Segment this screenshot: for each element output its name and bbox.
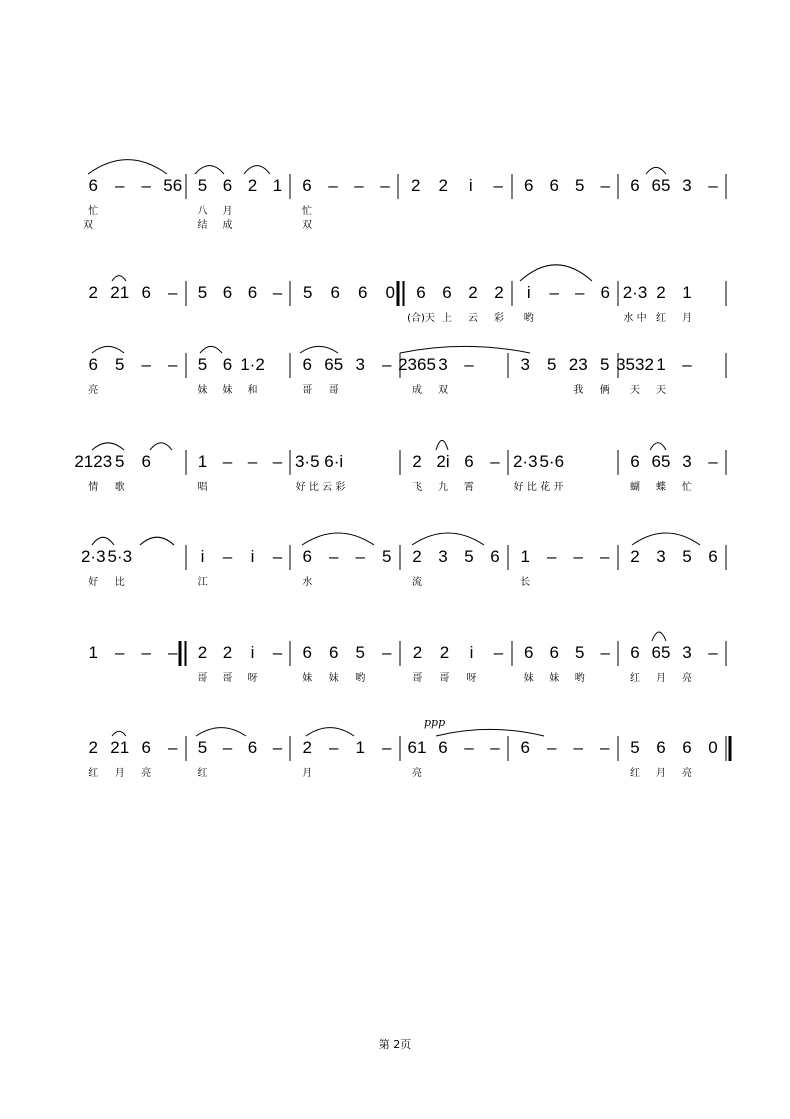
note: 6 (358, 283, 368, 302)
slur (200, 346, 222, 353)
slur (436, 440, 448, 450)
note: 3·5 (294, 452, 320, 471)
note: – (464, 355, 474, 374)
note: 2 (412, 452, 422, 471)
note: 6 (630, 643, 640, 662)
lyric: 彩 (494, 313, 504, 324)
lyric: 云 彩 (322, 482, 346, 493)
lyric: 歌 (114, 482, 125, 493)
note: 0 (708, 738, 718, 757)
note: 6 (330, 283, 340, 302)
note: 6 (302, 176, 312, 195)
slur (150, 443, 172, 450)
lyric: 上 (442, 313, 452, 324)
lyric: 九 (438, 482, 448, 493)
note: – (600, 176, 610, 195)
slur (92, 443, 124, 450)
note: 2 (197, 643, 208, 662)
note: 3 (682, 176, 692, 195)
note: – (380, 176, 390, 195)
note: 5 (682, 547, 692, 566)
note: 2 (88, 283, 98, 302)
slur (650, 443, 666, 450)
note: – (115, 176, 125, 195)
note: – (493, 176, 503, 195)
slur (140, 537, 174, 545)
note: 1 (272, 176, 283, 195)
lyric-second-verse: 结 (197, 220, 208, 231)
note: 1 (520, 547, 530, 566)
note: i (526, 283, 531, 302)
note: – (272, 452, 283, 471)
note: 6 (464, 452, 474, 471)
note: 1 (88, 643, 98, 662)
note: – (328, 176, 338, 195)
lyric: 哥 (197, 673, 208, 684)
note: – (329, 547, 339, 566)
note: 3 (682, 452, 692, 471)
note: i (469, 643, 474, 662)
note: 2123 (74, 452, 113, 471)
lyric-second-verse: 成 (222, 220, 233, 231)
note: 3 (355, 355, 365, 374)
lyric: 月 (682, 313, 692, 324)
lyric: 妹 (302, 673, 313, 684)
note: 6 (141, 283, 151, 302)
slur (88, 160, 167, 174)
note: 5 (630, 738, 640, 757)
note: – (600, 738, 610, 757)
lyric: 亮 (88, 385, 99, 396)
lyric: 红 (656, 313, 666, 324)
note: 61 (407, 738, 427, 757)
note: 5 (115, 452, 125, 471)
note: – (573, 738, 583, 757)
dynamic-mark: ppp (424, 716, 446, 729)
note: 5 (197, 738, 208, 757)
lyric: 红 (88, 768, 99, 779)
note: 5 (115, 355, 125, 374)
note: 1·2 (240, 355, 265, 374)
note: – (222, 547, 233, 566)
lyric: 妹 (549, 673, 560, 684)
lyric: 月 (656, 673, 666, 684)
lyric: 红 (630, 673, 640, 684)
lyric: 月 (302, 768, 313, 779)
lyric: 花 开 (540, 482, 564, 493)
lyric: 忙 (88, 206, 99, 217)
note: 6 (438, 738, 448, 757)
note: – (141, 643, 151, 662)
note: 6 (222, 283, 233, 302)
lyric: 蝶 (656, 482, 666, 493)
note: 65 (651, 176, 671, 195)
note: 2·3 (622, 283, 648, 302)
lyric: 忙 (682, 482, 692, 493)
note: – (168, 643, 178, 662)
note: 6 (442, 283, 452, 302)
note: 6 (630, 176, 640, 195)
note: – (141, 355, 151, 374)
note: – (382, 738, 392, 757)
lyric: 天 (630, 385, 640, 396)
note: – (222, 738, 233, 757)
note: – (272, 547, 283, 566)
lyric: 哟 (355, 673, 366, 684)
note: 2i (436, 452, 450, 471)
note: – (490, 738, 500, 757)
lyric: 忙 (302, 206, 312, 217)
note: 6 (222, 176, 233, 195)
note: 3532 (616, 355, 654, 374)
note: 2 (411, 176, 421, 195)
lyric: 月 (114, 768, 125, 779)
note: 5 (600, 355, 610, 374)
note: 3 (438, 355, 448, 374)
lyric: 双 (438, 385, 448, 396)
lyric: 哥 (302, 385, 313, 396)
note: 6 (141, 738, 151, 757)
note: – (354, 176, 364, 195)
note: 1 (355, 738, 365, 757)
lyric: 哟 (523, 313, 534, 324)
note: 5 (575, 643, 585, 662)
note: i (250, 643, 255, 662)
note: 6 (222, 355, 233, 374)
note: 2 (656, 283, 666, 302)
note: 5 (197, 176, 208, 195)
lyric: 江 (197, 577, 208, 588)
slur (652, 632, 666, 641)
slur (112, 276, 126, 281)
note: – (329, 738, 339, 757)
lyric: 成 (412, 385, 422, 396)
note: 6 (490, 547, 500, 566)
note: 6 (524, 176, 534, 195)
lyric: 妹 (197, 385, 208, 396)
note: – (272, 643, 283, 662)
lyric: 妹 (523, 673, 534, 684)
note: 6 (247, 283, 258, 302)
note: – (382, 643, 392, 662)
note: 6 (88, 176, 98, 195)
lyric: 流 (412, 577, 422, 588)
note: 2 (88, 738, 98, 757)
note: 65 (651, 452, 671, 471)
note: 5 (575, 176, 585, 195)
note: 6 (329, 643, 339, 662)
lyric: 呀 (466, 673, 477, 684)
note: 6 (302, 355, 312, 374)
lyric: 哟 (574, 673, 585, 684)
lyric: 红 (630, 768, 640, 779)
lyric: 红 (197, 768, 208, 779)
note: 6 (682, 738, 692, 757)
slur (302, 533, 374, 545)
note: – (355, 547, 365, 566)
lyric: 水 中 (623, 313, 647, 324)
lyric-second-verse: 双 (302, 220, 312, 231)
note: 2 (302, 738, 312, 757)
slur (92, 346, 124, 353)
note: 5 (197, 355, 208, 374)
note: 6 (416, 283, 426, 302)
note: – (547, 547, 557, 566)
lyric: 哥 (328, 385, 339, 396)
lyric: 俩 (599, 385, 610, 396)
note: – (222, 452, 233, 471)
note: 2365 (398, 355, 436, 374)
note: 2 (494, 283, 504, 302)
note: – (115, 643, 125, 662)
lyric: 我 (573, 385, 584, 396)
slur (195, 166, 224, 174)
note: 2 (412, 643, 423, 662)
note: – (141, 176, 151, 195)
note: 5 (197, 283, 208, 302)
note: – (549, 283, 559, 302)
note: 3 (656, 547, 666, 566)
note: 5·3 (107, 547, 133, 566)
slur (436, 729, 544, 736)
lyric: 水 (302, 577, 313, 588)
note: – (708, 643, 718, 662)
note: 2·3 (80, 547, 106, 566)
lyric: 好 比 (513, 482, 537, 493)
page-number: 第 2页 (378, 1038, 412, 1051)
slur (632, 533, 700, 545)
note: 6 (520, 738, 530, 757)
note: 2 (630, 547, 640, 566)
note: 6 (524, 643, 534, 662)
note: – (168, 738, 178, 757)
lyric: 月 (222, 206, 233, 217)
lyric: 比 (114, 577, 125, 588)
note: 21 (110, 283, 130, 302)
note: – (708, 452, 718, 471)
note: 3 (682, 643, 692, 662)
lyric: 哥 (439, 673, 450, 684)
note: – (493, 643, 504, 662)
note: 3 (520, 355, 530, 374)
note: – (573, 547, 583, 566)
note: 2 (222, 643, 233, 662)
note: – (490, 452, 500, 471)
lyric: 蝴 (630, 482, 640, 493)
note: – (168, 355, 178, 374)
lyric: 和 (247, 385, 258, 396)
note: 1 (656, 355, 666, 374)
note: 6·i (324, 452, 344, 471)
lyric: 哥 (222, 673, 233, 684)
note: 6 (600, 283, 610, 302)
slur (412, 533, 484, 545)
slur (306, 728, 354, 736)
slur (300, 346, 338, 353)
note: 2 (439, 643, 450, 662)
note: 6 (708, 547, 718, 566)
note: 23 (568, 355, 588, 374)
slur (196, 728, 246, 736)
slur (646, 167, 666, 174)
note: 21 (110, 738, 130, 757)
note: 6 (630, 452, 640, 471)
lyric: 亮 (412, 768, 422, 779)
lyric: 好 (88, 577, 99, 588)
note: i (200, 547, 205, 566)
note: 65 (651, 643, 671, 662)
note: 5·6 (539, 452, 565, 471)
lyric: 妹 (328, 673, 339, 684)
lyric: 长 (520, 577, 531, 588)
note: 5 (547, 355, 557, 374)
note: 1 (197, 452, 208, 471)
slur (112, 731, 126, 736)
note: – (682, 355, 692, 374)
note: 5 (464, 547, 474, 566)
note: – (600, 643, 610, 662)
note: 1 (682, 283, 692, 302)
note: – (575, 283, 585, 302)
lyric: 情 (88, 482, 99, 493)
note: 5 (355, 643, 365, 662)
note: 6 (549, 643, 559, 662)
note: 3 (438, 547, 448, 566)
note: 6 (549, 176, 559, 195)
note: 6 (302, 547, 312, 566)
slur (520, 265, 592, 281)
lyric: 飞 (412, 482, 422, 493)
note: – (247, 452, 258, 471)
note: 6 (302, 643, 312, 662)
lyric: 好 比 (295, 482, 319, 493)
note: 5 (303, 283, 313, 302)
note: 2 (438, 176, 448, 195)
note: – (547, 738, 557, 757)
lyric: 霄 (464, 482, 474, 493)
note: i (468, 176, 473, 195)
lyric: 唱 (197, 482, 208, 493)
lyric-second-verse: 双 (83, 220, 93, 231)
note: – (382, 355, 392, 374)
note: 2 (412, 547, 422, 566)
lyric: 妹 (222, 385, 233, 396)
note: 6 (656, 738, 666, 757)
slur (244, 166, 270, 174)
note: – (708, 176, 718, 195)
note: 2·3 (512, 452, 538, 471)
note: 5 (382, 547, 392, 566)
note: 6 (247, 738, 258, 757)
lyric: 天 (656, 385, 666, 396)
note: – (168, 283, 178, 302)
lyric: 亮 (682, 768, 692, 779)
lyric: 亮 (682, 673, 692, 684)
note: 6 (141, 452, 151, 471)
note: 6 (88, 355, 98, 374)
lyric: 哥 (412, 673, 423, 684)
lyric: 亮 (141, 768, 152, 779)
note: – (600, 547, 610, 566)
lyric: 云 (468, 313, 478, 324)
note: – (272, 283, 283, 302)
lyric: 呀 (247, 673, 258, 684)
note: – (464, 738, 474, 757)
note: i (250, 547, 255, 566)
lyric: (合)天 (407, 313, 435, 324)
note: 0 (385, 283, 395, 302)
note: 2 (247, 176, 258, 195)
slur (92, 537, 114, 545)
note: 56 (163, 176, 183, 195)
note: – (272, 738, 283, 757)
note: 2 (468, 283, 478, 302)
lyric: 八 (197, 206, 208, 217)
note: 65 (324, 355, 344, 374)
slur (400, 346, 530, 353)
lyric: 月 (656, 768, 666, 779)
